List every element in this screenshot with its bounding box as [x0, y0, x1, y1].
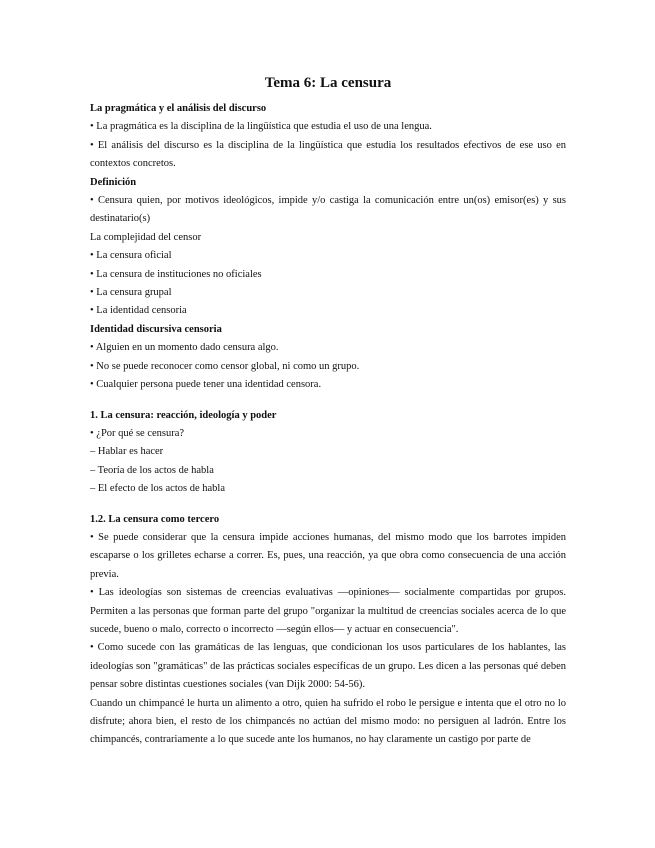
section-heading-reaccion: 1. La censura: reacción, ideología y poder	[90, 409, 277, 421]
section-heading-definicion: Definición	[90, 176, 137, 188]
bullet-paragraph: • El análisis del discurso es la disciplina de la lingüística que estudia los resultados efectivos de ese uso en contextos concretos.	[90, 139, 566, 170]
body-paragraph: • Se puede considerar que la censura impide acciones humanas, del mismo modo que los barrotes impiden escaparse o los grilletes echarse a correr. Es, pues, una reacción, ya que obra como consecuencia de una acción previa.	[90, 531, 566, 580]
list-item: • No se puede reconocer como censor global, ni como un grupo.	[90, 360, 360, 372]
list-item: • Alguien en un momento dado censura algo.	[90, 342, 279, 354]
list-item: • La censura de instituciones no oficiales	[90, 268, 262, 280]
body-paragraph: • Como sucede con las gramáticas de las lenguas, que condicionan los usos particulares de los hablantes, las ideologías son "gramáticas" de las prácticas sociales específicas de un grupo. Les dicen a las personas qué deben pensar sobre distintas cuestiones sociales (van Dijk 2000: 54-56).	[90, 642, 566, 691]
list-item: • ¿Por qué se censura?	[90, 427, 185, 439]
definition-paragraph: • Censura quien, por motivos ideológicos, impide y/o castiga la comunicación entre un(os) emisor(es) y sus destinatario(s)	[90, 195, 566, 225]
list-item: • Cualquier persona puede tener una identidad censora.	[90, 379, 322, 391]
body-paragraph: Cuando un chimpancé le hurta un alimento a otro, quien ha sufrido el robo le persigue e intenta que el otro no lo disfrute; ahora bien, el resto de los chimpancés no actúan del mismo modo: no persiguen al ladrón. Entre los chimpancés, contrariamente a lo que sucede ante los humanos, no hay claramente un castigo por parte de	[90, 697, 566, 746]
list-item: – Hablar es hacer	[90, 446, 164, 458]
page-title: Tema 6: La censura	[264, 75, 392, 91]
list-item: – El efecto de los actos de habla	[90, 483, 225, 495]
document-content	[90, 73, 566, 750]
list-item: • La censura oficial	[90, 250, 172, 262]
spacer	[90, 499, 566, 511]
section-heading-tercero: 1.2. La censura como tercero	[90, 513, 220, 525]
bullet-paragraph: • La pragmática es la disciplina de la lingüística que estudia el uso de una lengua.	[90, 121, 432, 133]
list-item: • La identidad censoria	[90, 305, 187, 317]
section-heading-pragmatica: La pragmática y el análisis del discurso	[90, 103, 267, 114]
body-paragraph: • Las ideologías son sistemas de creencias evaluativas —opiniones— socialmente compartidas por grupos. Permiten a las personas que forman parte del grupo "organizar la multitud de creencias sociales acerca de lo que sucede, bueno o malo, correcto o incorrecto —según ellos— y actuar en consecuencia".	[90, 587, 566, 635]
section-heading-complejidad: La complejidad del censor	[90, 231, 202, 243]
list-item: • La censura grupal	[90, 287, 172, 299]
section-heading-identidad: Identidad discursiva censoria	[90, 323, 222, 335]
spacer	[90, 395, 566, 407]
list-item: – Teoría de los actos de habla	[90, 464, 214, 476]
